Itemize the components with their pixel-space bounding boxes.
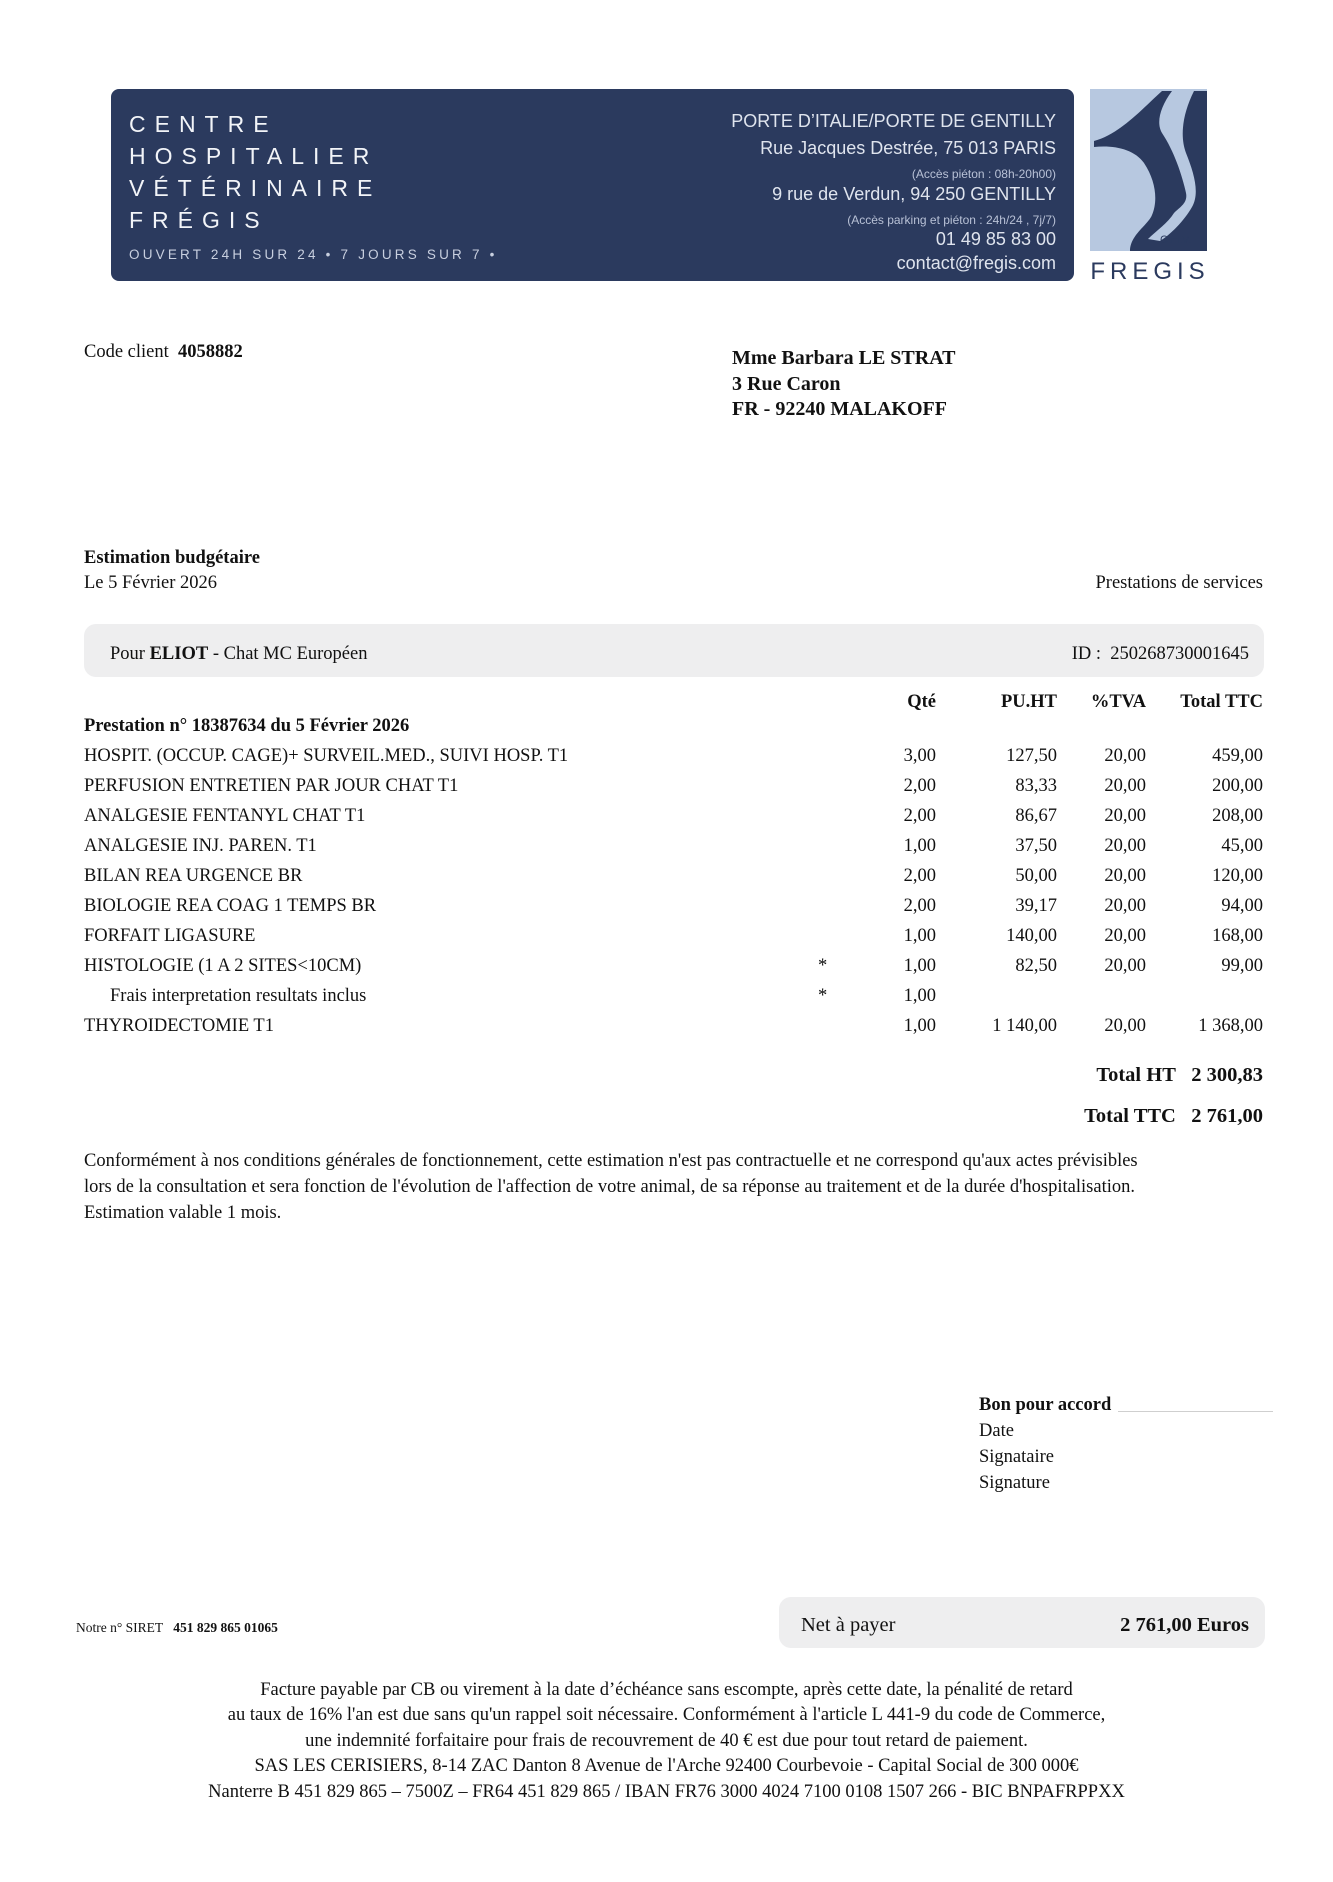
row-vat: 20,00 [1104, 836, 1146, 856]
table-row [0, 986, 1333, 1012]
patient-id [1072, 644, 1249, 665]
clinic-address-line: Rue Jacques Destrée, 75 013 PARIS [760, 138, 1056, 158]
total-ht [1096, 1064, 1263, 1087]
clinic-title-line-1: CENTRE [129, 111, 278, 137]
row-total: 45,00 [1221, 836, 1263, 856]
clinic-address-line: 9 rue de Verdun, 94 250 GENTILLY [772, 184, 1056, 204]
row-qty: 2,00 [903, 776, 936, 796]
logo-chv-text: C.H.V. [1160, 234, 1192, 246]
footer-line: Nanterre B 451 829 865 – 7500Z – FR64 451 829 865 / IBAN FR76 3000 4024 7100 0108 1507 266 - BIC BNPAFRPPXX [208, 1782, 1125, 1802]
row-qty: 2,00 [903, 866, 936, 886]
row-qty: 1,00 [903, 1016, 936, 1036]
footer-line: SAS LES CERISIERS, 8-14 ZAC Danton 8 Avenue de l'Arche 92400 Courbevoie - Capital Social de 300 000€ [254, 1756, 1079, 1776]
recipient-street: 3 Rue Caron [732, 372, 841, 395]
row-vat: 20,00 [1104, 1016, 1146, 1036]
row-description: Frais interpretation resultats inclus [110, 986, 367, 1006]
row-total: 208,00 [1212, 806, 1263, 826]
col-header-qty: Qté [907, 692, 936, 712]
row-unit-price: 82,50 [1015, 956, 1057, 976]
row-marker: * [818, 956, 828, 976]
clinic-access-note: (Accès piéton : 08h-20h00) [911, 167, 1056, 181]
approval-field-date: Date [979, 1421, 1014, 1441]
row-unit-price: 1 140,00 [992, 1016, 1057, 1036]
row-unit-price: 37,50 [1015, 836, 1057, 856]
row-description: ANALGESIE INJ. PAREN. T1 [84, 836, 317, 856]
total-ttc-value: 2 761,00 [1191, 1105, 1263, 1127]
clinic-access-note: (Accès parking et piéton : 24h/24 , 7j/7) [847, 213, 1056, 227]
row-qty: 1,00 [903, 836, 936, 856]
clinic-email[interactable]: contact@fregis.com [896, 253, 1056, 273]
approval-field-signature: Signature [979, 1473, 1050, 1493]
patient-info [110, 644, 367, 665]
document-title: Estimation budgétaire [84, 548, 260, 568]
clinic-address-line: PORTE D’ITALIE/PORTE DE GENTILLY [731, 111, 1056, 131]
prestation-title: Prestation n° 18387634 du 5 Février 2026 [84, 716, 410, 736]
row-qty: 1,00 [903, 926, 936, 946]
row-marker: * [818, 986, 828, 1006]
siret-value: 451 829 865 01065 [173, 1620, 278, 1635]
row-description: BIOLOGIE REA COAG 1 TEMPS BR [84, 896, 377, 916]
client-code [84, 342, 243, 363]
row-qty: 2,00 [903, 806, 936, 826]
approval-block [979, 1392, 1111, 1496]
row-total: 168,00 [1212, 926, 1263, 946]
opening-hours: OUVERT 24H SUR 24 • 7 JOURS SUR 7 • [129, 247, 498, 262]
clinic-title-line-2: HOSPITALIER [129, 143, 379, 169]
total-ttc-label: Total TTC [1084, 1105, 1176, 1127]
table-row [0, 746, 1333, 772]
row-unit-price: 140,00 [1006, 926, 1057, 946]
col-header-total: Total TTC [1180, 692, 1263, 712]
total-ht-value: 2 300,83 [1191, 1064, 1263, 1086]
row-description: ANALGESIE FENTANYL CHAT T1 [84, 806, 366, 826]
recipient-address [732, 346, 956, 423]
net-payable-label: Net à payer [801, 1614, 896, 1636]
disclaimer [84, 1148, 1138, 1226]
approval-divider [1118, 1411, 1273, 1412]
row-description: THYROIDECTOMIE T1 [84, 1016, 274, 1036]
row-unit-price: 83,33 [1015, 776, 1057, 796]
row-vat: 20,00 [1104, 896, 1146, 916]
clinic-title-line-4: FRÉGIS [129, 207, 269, 233]
patient-id-label: ID : [1071, 644, 1101, 664]
row-description: BILAN REA URGENCE BR [84, 866, 303, 886]
net-payable-value: 2 761,00 Euros [1120, 1614, 1249, 1636]
logo-wordmark: FREGIS [1090, 258, 1210, 285]
footer-line: Facture payable par CB ou virement à la date d’échéance sans escompte, après cette date, la pénalité de retard [260, 1680, 1073, 1700]
row-qty: 2,00 [903, 896, 936, 916]
row-vat: 20,00 [1104, 866, 1146, 886]
total-ttc [1084, 1105, 1263, 1128]
col-header-tva: %TVA [1090, 692, 1146, 712]
total-ht-label: Total HT [1096, 1064, 1176, 1086]
clinic-header-banner [111, 89, 1074, 281]
table-row [0, 956, 1333, 982]
client-code-label: Code client [84, 342, 169, 362]
row-total: 200,00 [1212, 776, 1263, 796]
clinic-phone: 01 49 85 83 00 [935, 229, 1056, 249]
recipient-city: FR - 92240 MALAKOFF [732, 398, 947, 420]
row-qty: 3,00 [903, 746, 936, 766]
row-vat: 20,00 [1104, 746, 1146, 766]
row-total: 99,00 [1221, 956, 1263, 976]
row-description: HISTOLOGIE (1 A 2 SITES<10CM) [84, 956, 362, 976]
row-description: HOSPIT. (OCCUP. CAGE)+ SURVEIL.MED., SUIVI HOSP. T1 [84, 746, 569, 766]
document-type: Prestations de services [1095, 573, 1263, 593]
footer-line: au taux de 16% l'an est due sans qu'un rappel soit nécessaire. Conformément à l'article L 441-9 du code de Commerce, [227, 1705, 1106, 1725]
disclaimer-line: lors de la consultation et sera fonction de l'évolution de l'affection de votre animal, de sa réponse au traitement et de la durée d'hospitalisation. [84, 1177, 1135, 1197]
patient-id-value: 250268730001645 [1110, 644, 1249, 664]
patient-prefix: Pour [110, 644, 145, 664]
table-row [0, 926, 1333, 952]
row-unit-price: 50,00 [1015, 866, 1057, 886]
row-vat: 20,00 [1104, 806, 1146, 826]
row-unit-price: 39,17 [1015, 896, 1057, 916]
row-unit-price: 86,67 [1015, 806, 1057, 826]
col-header-pu: PU.HT [1000, 692, 1057, 712]
row-description: FORFAIT LIGASURE [84, 926, 256, 946]
row-description: PERFUSION ENTRETIEN PAR JOUR CHAT T1 [84, 776, 459, 796]
row-unit-price: 127,50 [1006, 746, 1057, 766]
cat-logo-icon [1090, 89, 1207, 251]
patient-name: ELIOT [149, 644, 209, 664]
row-qty: 1,00 [903, 956, 936, 976]
client-code-value: 4058882 [178, 342, 243, 362]
row-total: 94,00 [1221, 896, 1263, 916]
document-date: Le 5 Février 2026 [84, 573, 218, 593]
table-row [0, 896, 1333, 922]
recipient-name: Mme Barbara LE STRAT [732, 347, 956, 369]
table-row [0, 836, 1333, 862]
row-total: 459,00 [1212, 746, 1263, 766]
row-total: 120,00 [1212, 866, 1263, 886]
row-qty: 1,00 [903, 986, 936, 1006]
row-vat: 20,00 [1104, 776, 1146, 796]
table-row [0, 776, 1333, 802]
table-row [0, 866, 1333, 892]
row-vat: 20,00 [1104, 926, 1146, 946]
siret-label: Notre n° SIRET [76, 1620, 164, 1635]
approval-title: Bon pour accord [979, 1395, 1112, 1415]
approval-field-signatory: Signataire [979, 1447, 1055, 1467]
table-row [0, 1016, 1333, 1042]
patient-species: - Chat MC Européen [212, 644, 368, 664]
table-row [0, 806, 1333, 832]
row-vat: 20,00 [1104, 956, 1146, 976]
clinic-title-line-3: VÉTÉRINAIRE [129, 175, 382, 201]
footer-line: une indemnité forfaitaire pour frais de recouvrement de 40 € est due pour tout retard de paiement. [305, 1731, 1028, 1751]
siret [76, 1620, 278, 1636]
row-total: 1 368,00 [1198, 1016, 1263, 1036]
disclaimer-line: Estimation valable 1 mois. [84, 1203, 282, 1223]
disclaimer-line: Conformément à nos conditions générales de fonctionnement, cette estimation n'est pas contractuelle et ne correspond qu'aux actes prévisibles [84, 1151, 1138, 1171]
table-header [0, 692, 1333, 718]
